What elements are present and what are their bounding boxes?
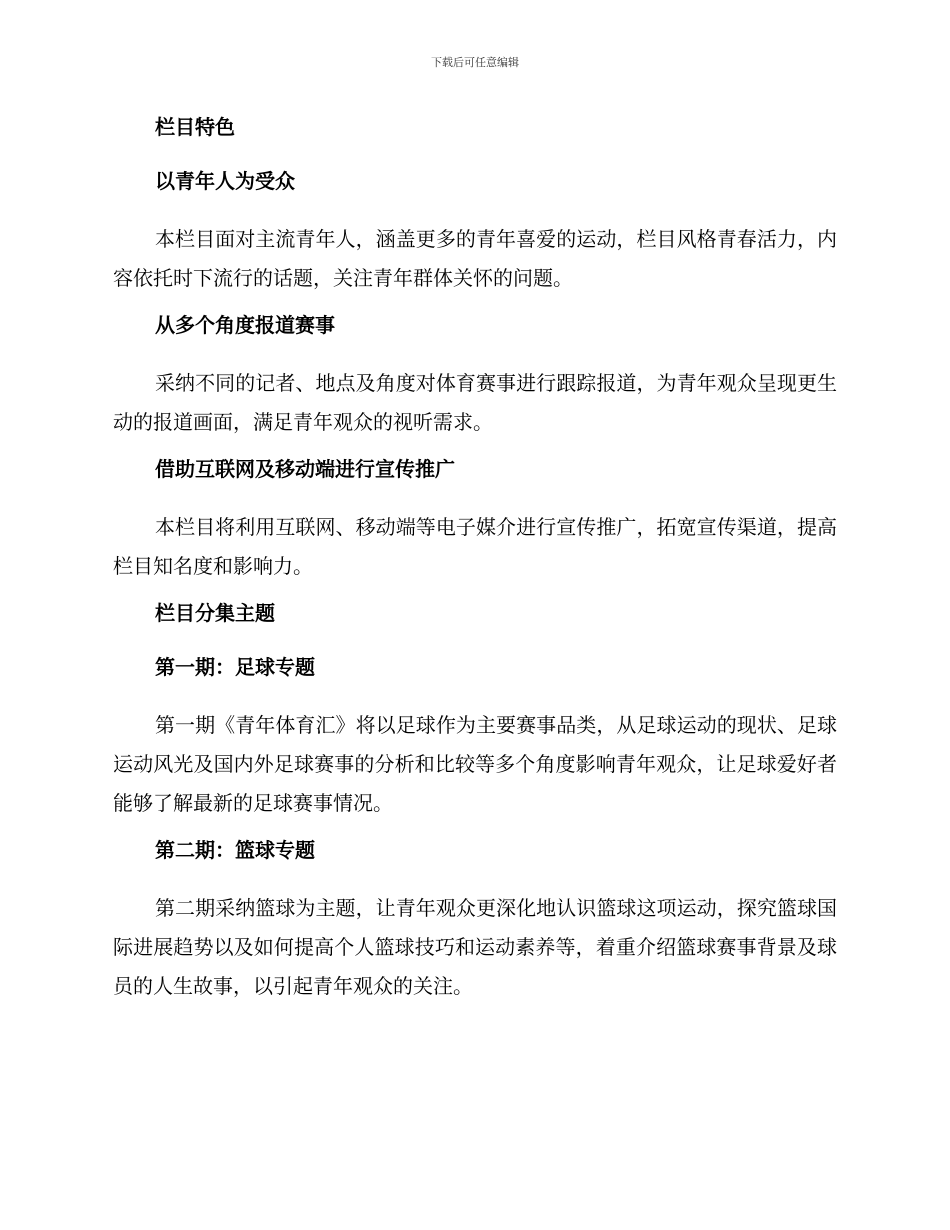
paragraph: 采纳不同的记者、地点及角度对体育赛事进行跟踪报道，为青年观众呈现更生动的报道画面，满足青年观众的视听需求。: [113, 371, 837, 434]
paragraph: 本栏目将利用互联网、移动端等电子媒介进行宣传推广，拓宽宣传渠道，提高栏目知名度和影响力。: [113, 515, 837, 578]
document-body: [113, 112, 837, 1018]
subsection-heading: 从多个角度报道赛事: [155, 313, 335, 337]
subsection-heading: 借助互联网及移动端进行宣传推广: [155, 457, 455, 481]
section-heading: 栏目分集主题: [155, 601, 275, 625]
paragraph: 第二期采纳篮球为主题，让青年观众更深化地认识篮球这项运动，探究篮球国际进展趋势以及如何提高个人篮球技巧和运动素养等，着重介绍篮球赛事背景及球员的人生故事，以引起青年观众的关注。: [113, 896, 837, 998]
section-heading: 栏目特色: [155, 115, 235, 139]
page-header: 下载后可任意编辑: [431, 56, 519, 69]
paragraph: 第一期《青年体育汇》将以足球作为主要赛事品类，从足球运动的现状、足球运动风光及国内外足球赛事的分析和比较等多个角度影响青年观众，让足球爱好者能够了解最新的足球赛事情况。: [113, 713, 837, 815]
subsection-heading: 第二期：篮球专题: [155, 838, 315, 862]
paragraph: 本栏目面对主流青年人，涵盖更多的青年喜爱的运动，栏目风格青春活力，内容依托时下流行的话题，关注青年群体关怀的问题。: [113, 227, 837, 290]
subsection-heading: 以青年人为受众: [155, 169, 295, 193]
subsection-heading: 第一期：足球专题: [155, 655, 315, 679]
